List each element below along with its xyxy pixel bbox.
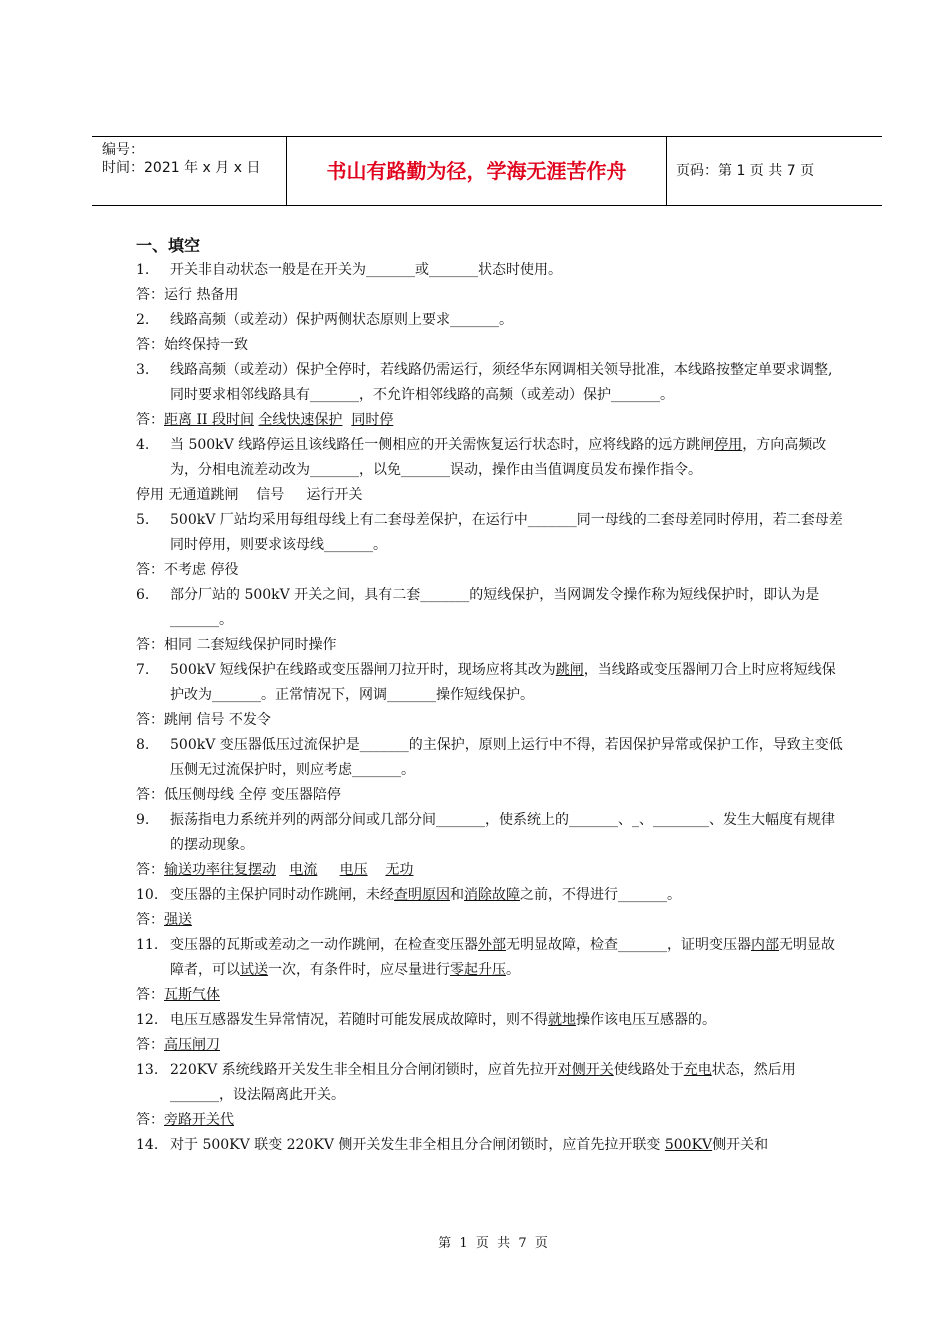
question-item: 1. 开关非自动状态一般是在开关为_______或_______状态时使用。 — [136, 262, 562, 278]
answer-line: 答：跳闸 信号 不发令 — [136, 712, 271, 728]
header-motto: 书山有路勤为径，学海无涯苦作舟 — [287, 137, 667, 205]
section-title: 一、填空 — [136, 236, 201, 255]
answer-line: 答：低压侧母线 全停 变压器陪停 — [136, 787, 341, 803]
question-item: 12. 电压互感器发生异常情况，若随时可能发展成故障时，则不得就地操作该电压互感器的。 — [136, 1012, 716, 1028]
question-item: 14. 对于 500KV 联变 220KV 侧开关发生非全相且分合闸闭锁时，应首先拉开联变 500KV侧开关和 — [136, 1137, 769, 1153]
question-item: 5. 500kV 厂站均采用每组母线上有二套母差保护，在运行中_______同一母线的二套母差同时停用，若二套母差同时停用，则要求该母线_______。 — [136, 512, 843, 553]
answer-line: 答：相同 二套短线保护同时操作 — [136, 637, 337, 653]
question-list — [136, 258, 846, 1158]
question-item: 4. 当 500kV 线路停运且该线路任一侧相应的开关需恢复运行状态时，应将线路的远方跳闸停用，方向高频改为，分相电流差动改为_______，以免_______误动，操作由当值调度员发布操作指令。 — [136, 437, 827, 478]
question-item: 6. 部分厂站的 500kV 开关之间，具有二套_______的短线保护，当网调发令操作称为短线保护时，即认为是_______。 — [136, 587, 820, 628]
question-item: 8. 500kV 变压器低压过流保护是_______的主保护，原则上运行中不得，若因保护异常或保护工作，导致主变低压侧无过流保护时，则应考虑_______。 — [136, 737, 843, 778]
page-number-label: 页码：第 1 页 共 7 页 — [676, 163, 815, 179]
header-meta-cell — [92, 137, 287, 205]
answer-line: 答：运行 热备用 — [136, 287, 239, 303]
answer-line: 答：输送功率往复摆动 电流 电压 无功 — [136, 862, 414, 878]
question-item: 7. 500kV 短线保护在线路或变压器闸刀拉开时，现场应将其改为跳闸，当线路或变压器闸刀合上时应将短线保护改为_______。正常情况下，网调_______操作短线保护。 — [136, 662, 836, 703]
question-item: 11. 变压器的瓦斯或差动之一动作跳闸，在检查变压器外部无明显故障，检查_______，证明变压器内部无明显故障者，可以试送一次，有条件时，应尽量进行零起升压。 — [136, 937, 835, 978]
question-item: 10. 变压器的主保护同时动作跳闸，未经查明原因和消除故障之前，不得进行_______。 — [136, 887, 681, 903]
document-header — [92, 136, 882, 206]
answer-line: 答：距离 II 段时间 全线快速保护 同时停 — [136, 412, 394, 428]
answer-line: 答：不考虑 停役 — [136, 562, 239, 578]
question-item: 9. 振荡指电力系统并列的两部分间或几部分间_______，使系统上的_______、_、________、发生大幅度有规律的摆动现象。 — [136, 812, 835, 853]
question-item: 2. 线路高频（或差动）保护两侧状态原则上要求_______。 — [136, 312, 513, 328]
page-footer: 第 1 页 共 7 页 — [438, 1236, 548, 1251]
answer-line: 答：始终保持一致 — [136, 337, 248, 353]
answer-line: 答：瓦斯气体 — [136, 987, 220, 1003]
answer-line: 答：旁路开关代 — [136, 1112, 234, 1128]
question-item: 13. 220KV 系统线路开关发生非全相且分合闸闭锁时，应首先拉开对侧开关使线路处于充电状态，然后用_______，设法隔离此开关。 — [136, 1062, 796, 1103]
time-label: 时间：2021 年 x 月 x 日 — [102, 160, 261, 176]
answer-line: 答：高压闸刀 — [136, 1037, 220, 1053]
answer-line: 停用 无通道跳闸 信号 运行开关 — [136, 487, 363, 503]
code-label: 编号： — [102, 142, 144, 158]
answer-line: 答：强送 — [136, 912, 192, 928]
question-item: 3. 线路高频（或差动）保护全停时，若线路仍需运行，须经华东网调相关领导批准，本线路按整定单要求调整,同时要求相邻线路具有_______，不允许相邻线路的高频（或差动）保护_______。 — [136, 362, 833, 403]
